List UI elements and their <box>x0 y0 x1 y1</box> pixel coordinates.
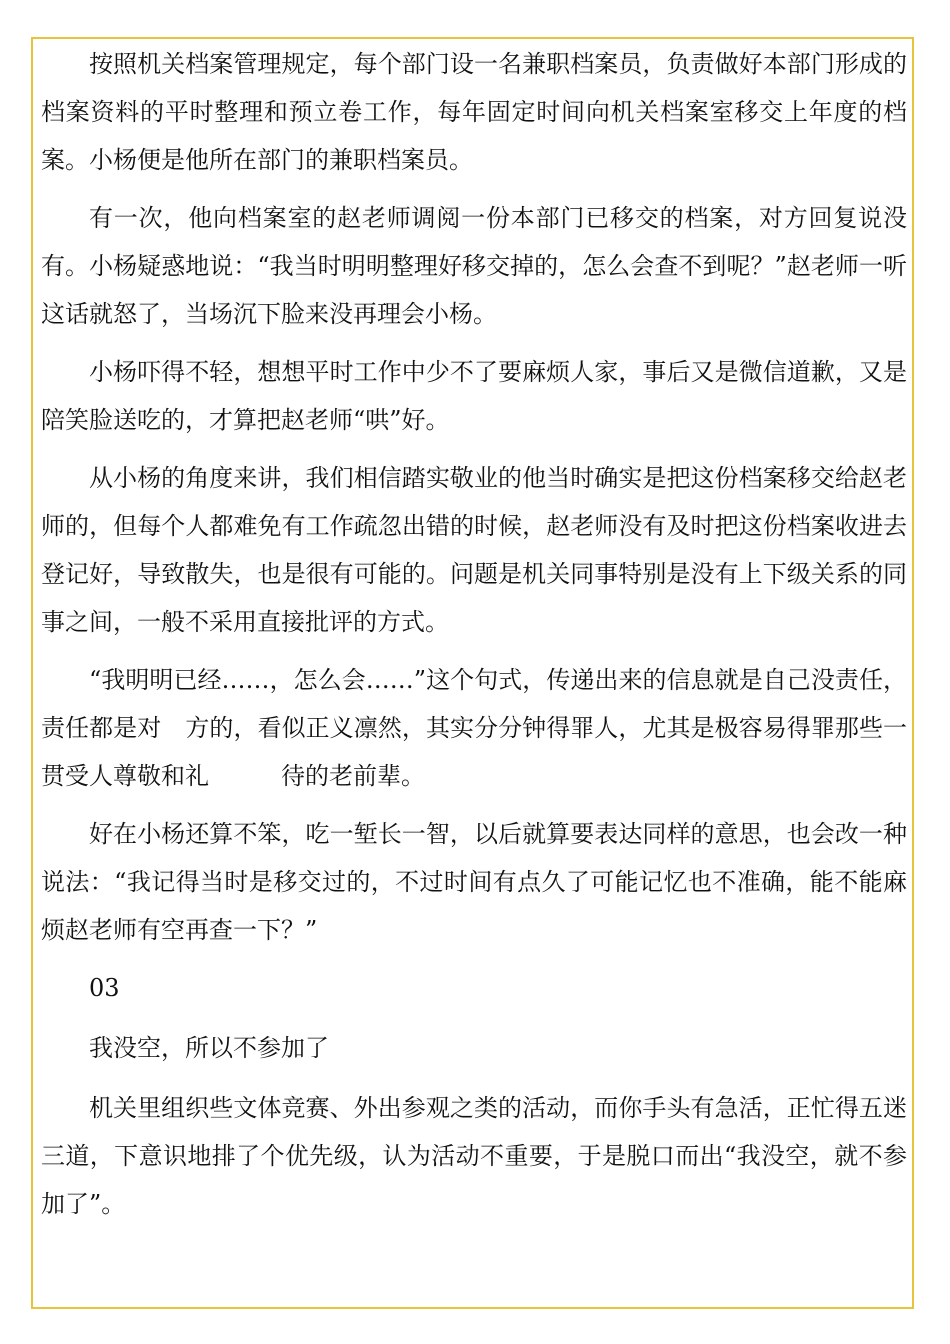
document-body <box>41 40 907 1238</box>
paragraph-3: 小杨吓得不轻，想想平时工作中少不了要麻烦人家，事后又是微信道歉，又是陪笑脸送吃的，才算把赵老师“哄”好。 <box>41 358 907 434</box>
paragraph-5: “我明明已经……，怎么会……”这个句式，传递出来的信息就是自己没责任，责任都是对 方的，看似正义凛然，其实分分钟得罪人，尤其是极容易得罪那些一贯受人尊敬和礼 待的老前辈。 <box>41 666 907 790</box>
paragraph-2: 有一次，他向档案室的赵老师调阅一份本部门已移交的档案，对方回复说没有。小杨疑惑地说：“我当时明明整理好移交掉的，怎么会查不到呢？”赵老师一听这话就怒了，当场沉下脸来没再理会小杨。 <box>41 204 907 328</box>
section-number: 03 <box>89 974 120 1002</box>
section-heading: 我没空，所以不参加了 <box>89 1034 329 1062</box>
paragraph-6: 好在小杨还算不笨，吃一堑长一智，以后就算要表达同样的意思，也会改一种说法：“我记得当时是移交过的，不过时间有点久了可能记忆也不准确，能不能麻烦赵老师有空再查一下？” <box>41 820 907 944</box>
paragraph-1: 按照机关档案管理规定，每个部门设一名兼职档案员，负责做好本部门形成的档案资料的平时整理和预立卷工作，每年固定时间向机关档案室移交上年度的档案。小杨便是他所在部门的兼职档案员。 <box>41 50 907 174</box>
paragraph-7: 机关里组织些文体竞赛、外出参观之类的活动，而你手头有急活，正忙得五迷三道，下意识地排了个优先级，认为活动不重要，于是脱口而出“我没空，就不参加了”。 <box>41 1094 907 1218</box>
paragraph-4: 从小杨的角度来讲，我们相信踏实敬业的他当时确实是把这份档案移交给赵老师的，但每个人都难免有工作疏忽出错的时候，赵老师没有及时把这份档案收进去登记好，导致散失，也是很有可能的。问题是机关同事特别是没有上下级关系的同事之间，一般不采用直接批评的方式。 <box>41 464 907 636</box>
